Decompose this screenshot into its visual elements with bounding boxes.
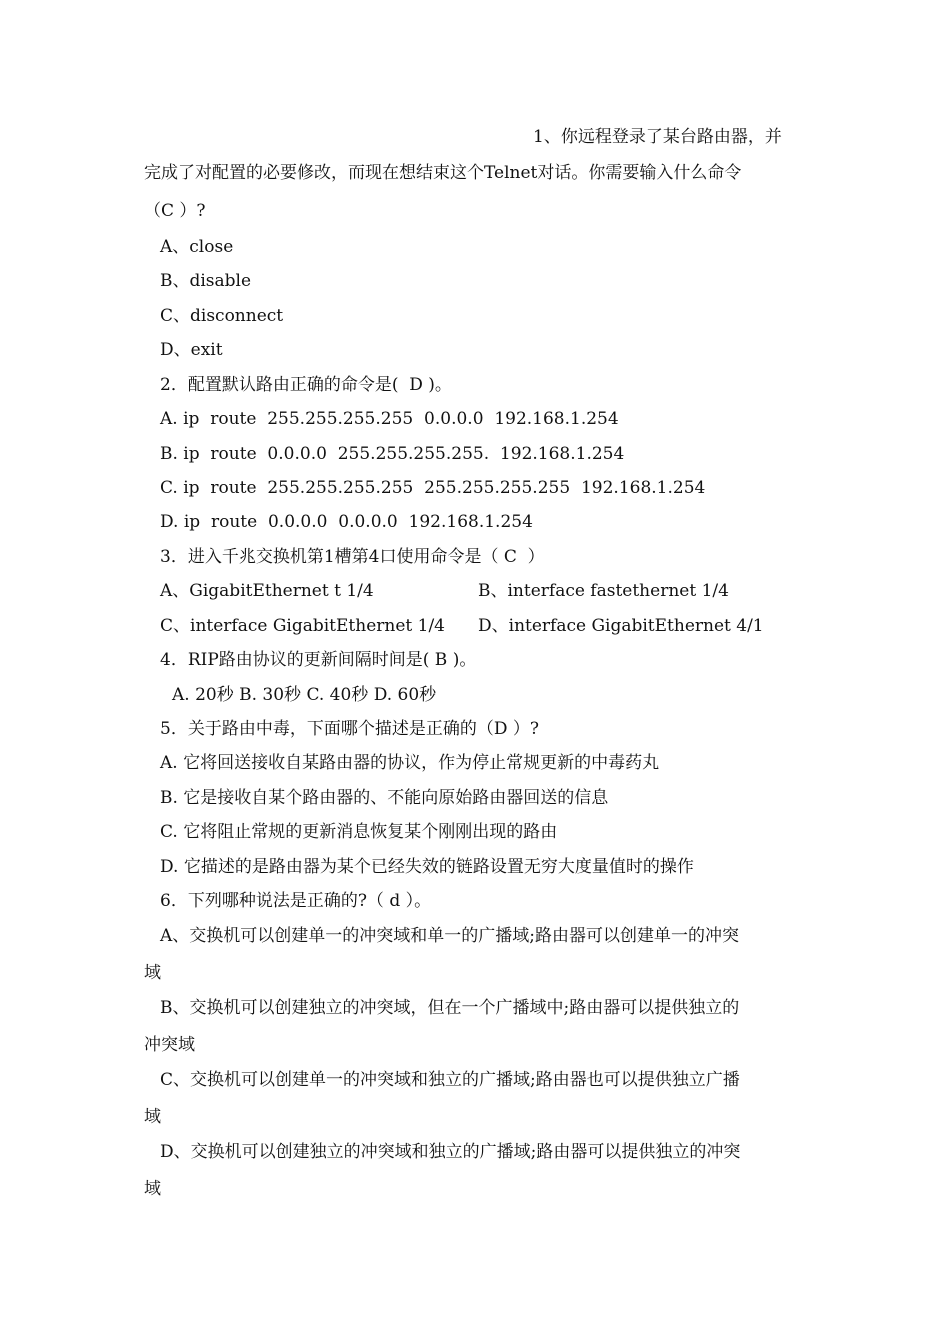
q4-options: A. 20秒 B. 30秒 C. 40秒 D. 60秒 xyxy=(172,685,437,705)
q5-stem: 5．关于路由中毒，下面哪个描述是正确的（D ）? xyxy=(160,719,539,739)
q6-option-a-line2: 域 xyxy=(144,963,161,983)
q3-option-b: B、interface fastethernet 1/4 xyxy=(478,581,729,601)
q6-option-c-line1: C、交换机可以创建单一的冲突域和独立的广播域;路由器也可以提供独立广播 xyxy=(160,1070,740,1090)
q1-option-d: D、exit xyxy=(160,340,223,360)
q6-option-a-line1: A、交换机可以创建单一的冲突域和单一的广播域;路由器可以创建单一的冲突 xyxy=(160,926,740,946)
q5-option-c: C. 它将阻止常规的更新消息恢复某个刚刚出现的路由 xyxy=(160,822,558,842)
q5-option-d: D. 它描述的是路由器为某个已经失效的链路设置无穷大度量值时的操作 xyxy=(160,857,694,877)
q1-stem-line2: 完成了对配置的必要修改，而现在想结束这个Telnet对话。你需要输入什么命令 xyxy=(144,163,742,183)
q4-stem: 4．RIP路由协议的更新间隔时间是( B )。 xyxy=(160,650,477,670)
q6-option-d-line2: 域 xyxy=(144,1179,161,1199)
q1-stem-line3: （C ）? xyxy=(144,201,206,221)
q6-option-c-line2: 域 xyxy=(144,1107,161,1127)
q2-option-b: B. ip route 0.0.0.0 255.255.255.255. 192.168.1.254 xyxy=(160,444,625,464)
q2-option-d: D. ip route 0.0.0.0 0.0.0.0 192.168.1.254 xyxy=(160,512,533,532)
q3-stem: 3．进入千兆交换机第1槽第4口使用命令是（ C ） xyxy=(160,547,545,567)
q1-stem-line1: 1、你远程登录了某台路由器，并 xyxy=(533,127,782,147)
q2-option-a: A. ip route 255.255.255.255 0.0.0.0 192.168.1.254 xyxy=(160,409,619,429)
q1-option-a: A、close xyxy=(160,237,234,257)
q6-option-b-line2: 冲突域 xyxy=(144,1035,195,1055)
q2-stem: 2．配置默认路由正确的命令是( D )。 xyxy=(160,375,452,395)
q2-option-c: C. ip route 255.255.255.255 255.255.255.255 192.168.1.254 xyxy=(160,478,706,498)
q1-option-c: C、disconnect xyxy=(160,306,284,326)
q6-option-d-line1: D、交换机可以创建独立的冲突域和独立的广播域;路由器可以提供独立的冲突 xyxy=(160,1142,741,1162)
q5-option-b: B. 它是接收自某个路由器的、不能向原始路由器回送的信息 xyxy=(160,788,609,808)
q6-stem: 6．下列哪种说法是正确的?（ d ）。 xyxy=(160,891,432,911)
q3-option-a: A、GigabitEthernet t 1/4 xyxy=(160,581,374,601)
q5-option-a: A. 它将回送接收自某路由器的协议，作为停止常规更新的中毒药丸 xyxy=(160,753,660,773)
q6-option-b-line1: B、交换机可以创建独立的冲突域，但在一个广播域中;路由器可以提供独立的 xyxy=(160,998,740,1018)
q3-option-d: D、interface GigabitEthernet 4/1 xyxy=(478,616,764,636)
q1-option-b: B、disable xyxy=(160,271,252,291)
q3-option-c: C、interface GigabitEthernet 1/4 xyxy=(160,616,445,636)
